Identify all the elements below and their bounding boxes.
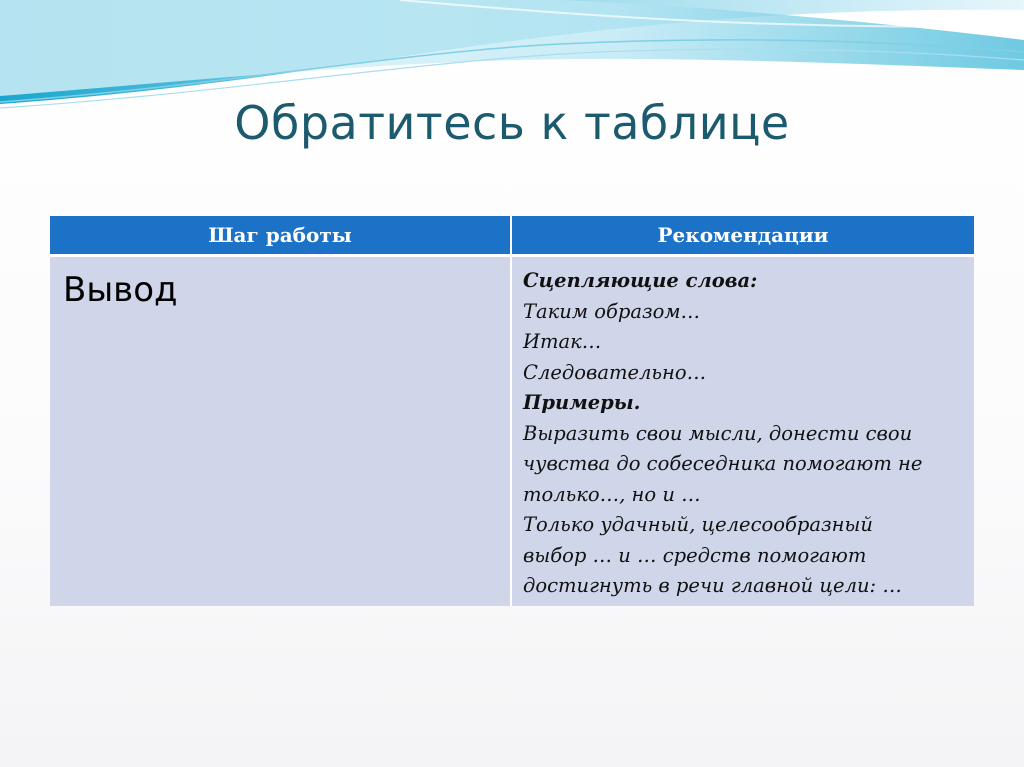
linking-word: Итак… <box>523 330 602 353</box>
header-step: Шаг работы <box>50 216 511 256</box>
example-line: Выразить свои мысли, донести свои <box>523 421 913 445</box>
step-text: Вывод <box>63 270 178 310</box>
header-recommendations: Рекомендации <box>511 216 974 256</box>
example-line: чувства до собеседника помогают не <box>523 452 923 475</box>
cell-step <box>50 256 511 607</box>
linking-word: Таким образом… <box>523 299 700 323</box>
slide-title: Обратитесь к таблице <box>234 96 790 150</box>
cell-recommendations <box>511 256 974 607</box>
linking-word: Следовательно… <box>523 360 707 384</box>
table-row <box>50 256 974 607</box>
example-line: Только удачный, целесообразный <box>523 513 873 536</box>
examples-heading: Примеры. <box>523 391 641 414</box>
table-header-row <box>50 216 974 256</box>
example-line: достигнуть в речи главной цели: … <box>523 574 902 597</box>
example-line: выбор … и … средств помогают <box>523 543 867 567</box>
recommendations-table <box>50 216 974 606</box>
linking-words-heading: Сцепляющие слова: <box>523 269 758 292</box>
recommendations-text <box>513 258 973 602</box>
example-line: только…, но и … <box>523 482 701 506</box>
